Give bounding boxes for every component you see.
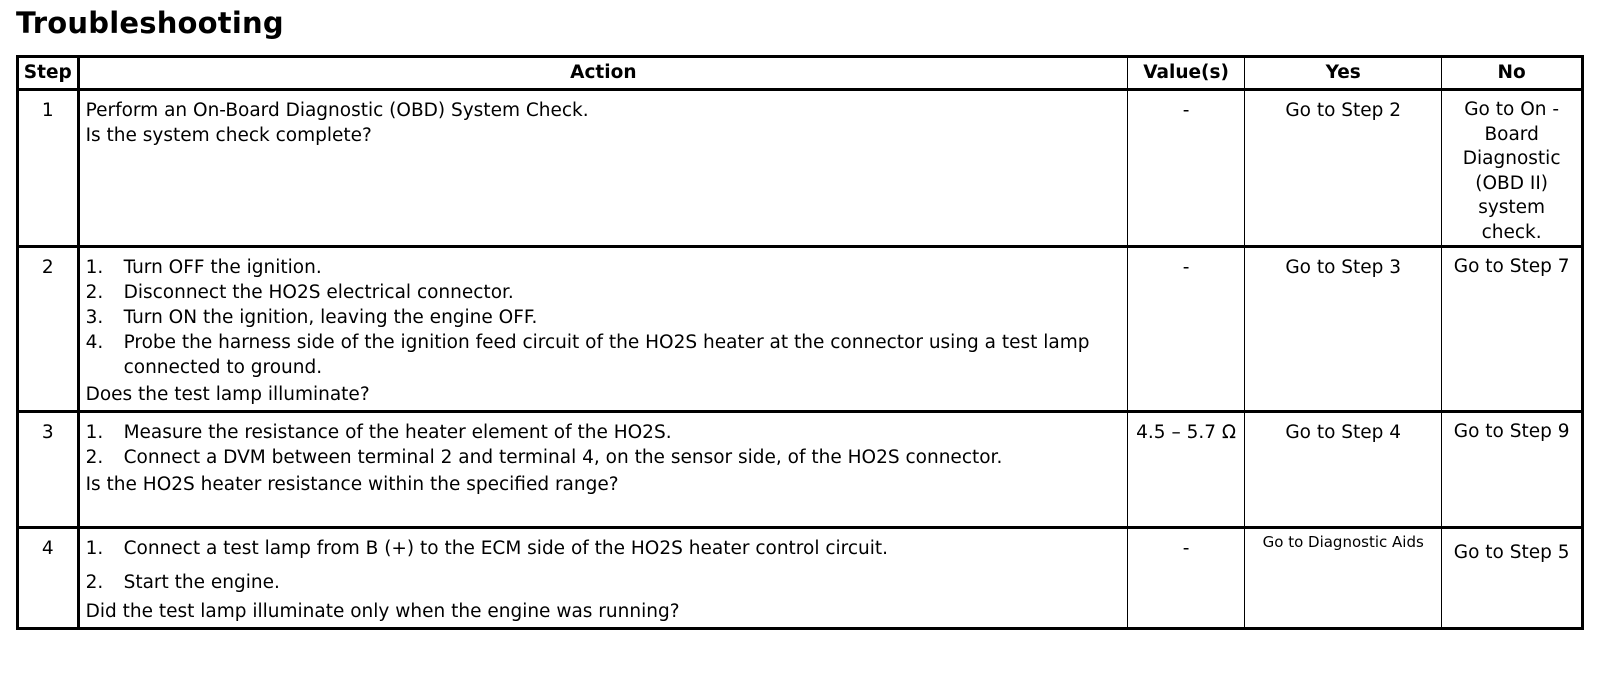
action-step — [86, 570, 1123, 595]
action-steps — [86, 255, 1123, 380]
table-row — [18, 412, 1583, 528]
table-row — [18, 90, 1583, 247]
value-cell: 4.5 – 5.7 Ω — [1128, 412, 1245, 528]
table-row — [18, 528, 1583, 629]
action-cell — [78, 90, 1127, 247]
step-item-number: 2. — [85, 447, 104, 468]
step-item-number: 2. — [85, 572, 104, 593]
action-step — [86, 330, 1123, 380]
yes-cell: Go to Step 4 — [1245, 412, 1442, 528]
step-number: 1 — [18, 90, 79, 247]
action-steps — [86, 536, 1123, 595]
no-cell: Go to On - Board Diagnostic (OBD II) system check. — [1442, 90, 1583, 247]
action-question: Is the system check complete? — [85, 125, 372, 146]
action-step — [86, 280, 1123, 305]
step-item-text: Turn ON the ignition, leaving the engine OFF. — [123, 307, 538, 328]
action-step — [86, 420, 1123, 445]
header-values: Value(s) — [1128, 57, 1245, 90]
header-no: No — [1442, 57, 1583, 90]
action-step — [86, 536, 1123, 561]
yes-cell: Go to Diagnostic Aids — [1245, 528, 1442, 629]
yes-cell: Go to Step 3 — [1245, 247, 1442, 412]
step-item-text: Start the engine. — [123, 572, 280, 593]
action-question: Did the test lamp illuminate only when the engine was running? — [85, 601, 680, 622]
page-title: Troubleshooting — [16, 6, 284, 40]
value-cell: - — [1128, 528, 1245, 629]
step-item-number: 2. — [85, 282, 104, 303]
action-step — [86, 445, 1123, 470]
step-item-number: 1. — [85, 422, 104, 443]
yes-cell: Go to Step 2 — [1245, 90, 1442, 247]
action-cell — [78, 528, 1127, 629]
step-item-text: Connect a test lamp from B (+) to the ECM side of the HO2S heater control circuit. — [123, 538, 889, 559]
step-item-number: 4. — [85, 332, 104, 353]
action-step — [86, 305, 1123, 330]
step-number: 4 — [18, 528, 79, 629]
step-item-text: Measure the resistance of the heater element of the HO2S. — [123, 422, 672, 443]
action-cell — [78, 412, 1127, 528]
header-step: Step — [18, 57, 79, 90]
step-item-number: 3. — [85, 307, 104, 328]
no-cell: Go to Step 7 — [1442, 247, 1583, 412]
header-row — [18, 57, 1583, 90]
action-question: Is the HO2S heater resistance within the specified range? — [85, 474, 619, 495]
action-steps — [86, 420, 1123, 470]
value-cell: - — [1128, 247, 1245, 412]
step-number: 3 — [18, 412, 79, 528]
value-cell: - — [1128, 90, 1245, 247]
step-item-number: 1. — [85, 257, 104, 278]
action-cell — [78, 247, 1127, 412]
no-cell: Go to Step 5 — [1442, 528, 1583, 629]
header-yes: Yes — [1245, 57, 1442, 90]
step-item-text: Turn OFF the ignition. — [123, 257, 322, 278]
action-text: Perform an On-Board Diagnostic (OBD) System Check. — [85, 100, 589, 121]
troubleshooting-table — [16, 55, 1584, 630]
step-item-number: 1. — [85, 538, 104, 559]
step-number: 2 — [18, 247, 79, 412]
table-row — [18, 247, 1583, 412]
action-question: Does the test lamp illuminate? — [85, 384, 370, 405]
step-item-text: Connect a DVM between terminal 2 and terminal 4, on the sensor side, of the HO2S connector. — [123, 447, 1003, 468]
step-item-text: Probe the harness side of the ignition feed circuit of the HO2S heater at the connector using a test lamp connected to ground. — [123, 332, 1090, 378]
no-cell: Go to Step 9 — [1442, 412, 1583, 528]
step-item-text: Disconnect the HO2S electrical connector. — [123, 282, 514, 303]
header-action: Action — [78, 57, 1127, 90]
action-step — [86, 255, 1123, 280]
